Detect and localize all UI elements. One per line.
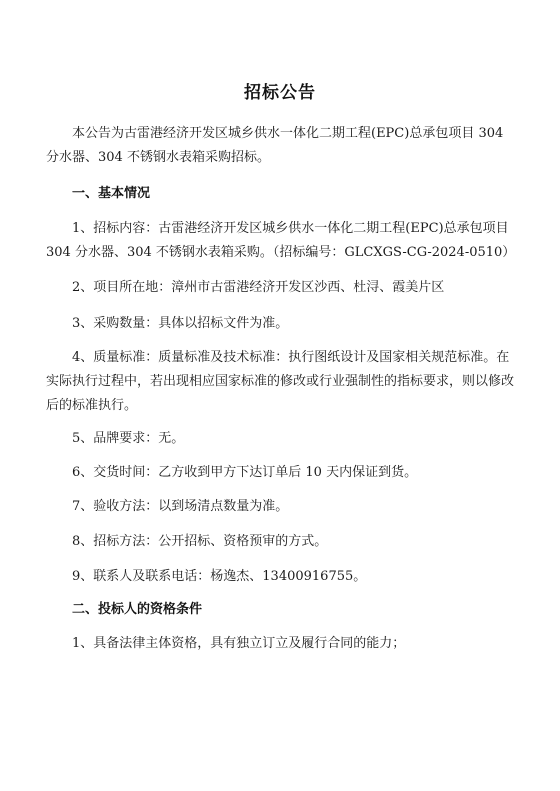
document-title: 招标公告 [244, 83, 316, 103]
item-delivery-time: 6、交货时间：乙方收到甲方下达订单后 10 天内保证到货。 [72, 465, 418, 480]
item-tender-method: 8、招标方法：公开招标、资格预审的方式。 [72, 534, 328, 549]
section-heading-qualifications: 二、投标人的资格条件 [72, 602, 203, 617]
item-brand-requirement: 5、品牌要求：无。 [72, 431, 185, 446]
item-quality-standard: 4、质量标准：质量标准及技术标准：执行图纸设计及国家相关规范标准。在实际执行过程中，若出现相应国家标准的修改或行业强制性的指标要求，则以修改后的标准执行。 [46, 350, 515, 413]
item-contact: 9、联系人及联系电话：杨逸杰、13400916755。 [72, 569, 367, 584]
item-project-location: 2、项目所在地：漳州市古雷港经济开发区沙西、杜浔、霞美片区 [72, 280, 445, 295]
item-quantity: 3、采购数量：具体以招标文件为准。 [72, 316, 289, 331]
item-tender-content: 1、招标内容：古雷港经济开发区城乡供水一体化二期工程(EPC)总承包项目 304 分水器、304 不锈钢水表箱采购。（招标编号：GLCXGS-CG-2024-0510） [46, 221, 516, 260]
intro-paragraph: 本公告为古雷港经济开发区城乡供水一体化二期工程(EPC)总承包项目 304 分水器、304 不锈钢水表箱采购招标。 [46, 126, 504, 165]
qualification-item: 1、具备法律主体资格，具有独立订立及履行合同的能力； [72, 636, 406, 651]
item-acceptance-method: 7、验收方法：以到场清点数量为准。 [72, 499, 289, 514]
section-heading-basic-info: 一、基本情况 [72, 186, 151, 201]
